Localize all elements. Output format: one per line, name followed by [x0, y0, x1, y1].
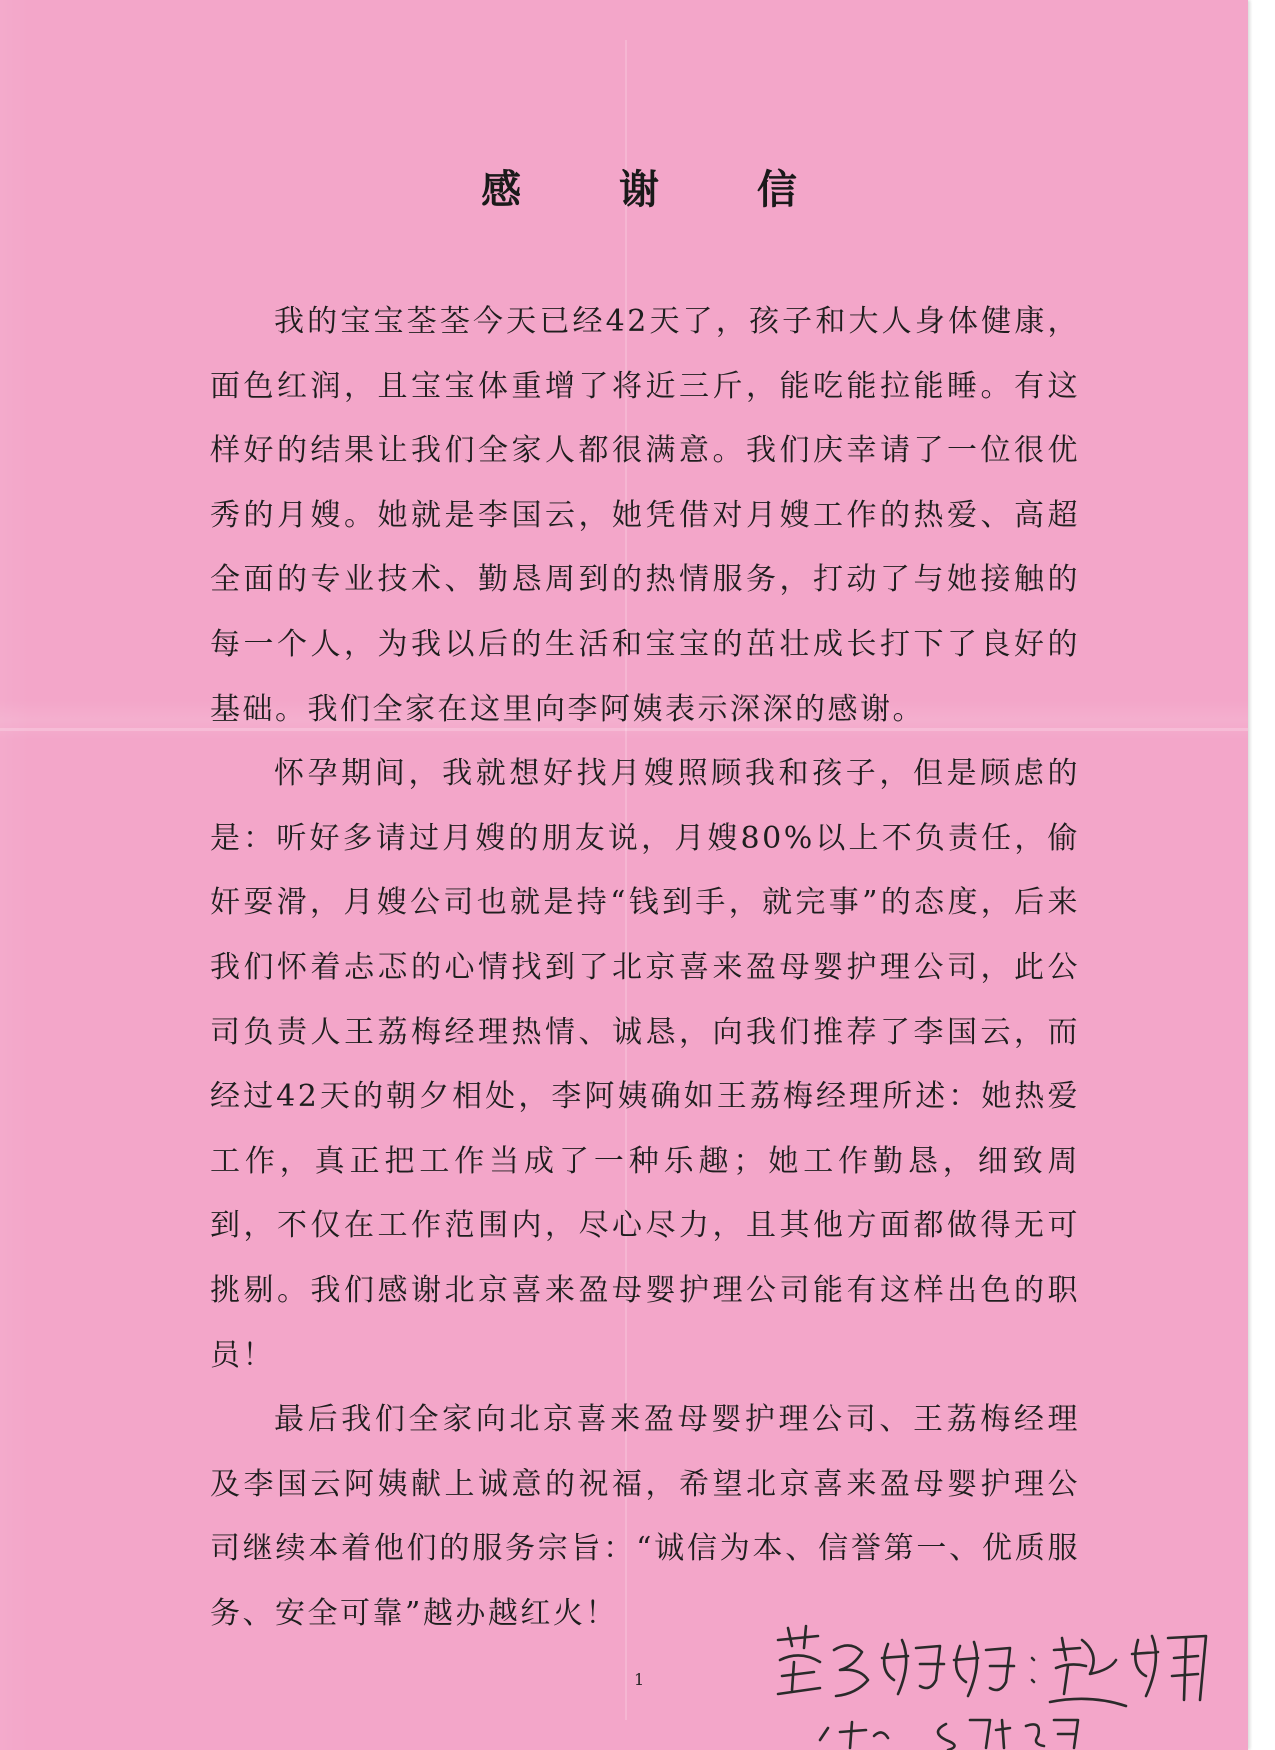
handwritten-signature [770, 1610, 1240, 1750]
paragraph-2: 怀孕期间，我就想好找月嫂照顾我和孩子，但是顾虑的是：听好多请过月嫂的朋友说，月嫂80%以上不负责任，偷奸耍滑，月嫂公司也就是持“钱到手，就完事”的态度，后来我们怀着忐忑的心情找到了北京喜来盈母婴护理公司，此公司负责人王荔梅经理热情、诚恳，向我们推荐了李国云，而经过42天的朝夕相处，李阿姨确如王荔梅经理所述：她热爱工作，真正把工作当成了一种乐趣；她工作勤恳，细致周到，不仅在工作范围内，尽心尽力，且其他方面都做得无可挑剔。我们感谢北京喜来盈母婴护理公司能有这样出色的职员！ [210, 756, 1080, 1373]
letter-body [210, 290, 1080, 1646]
paragraph-3: 最后我们全家向北京喜来盈母婴护理公司、王荔梅经理及李国云阿姨献上诚意的祝福，希望北京喜来盈母婴护理公司继续本着他们的服务宗旨：“诚信为本、信誉第一、优质服务、安全可靠”越办越红火！ [210, 1402, 1080, 1631]
page-number: 1 [634, 1670, 645, 1689]
paragraph-1: 我的宝宝荃荃今天已经42天了，孩子和大人身体健康，面色红润，且宝宝体重增了将近三斤，能吃能拉能睡。有这样好的结果让我们全家人都很满意。我们庆幸请了一位很优秀的月嫂。她就是李国云，她凭借对月嫂工作的热爱、高超全面的专业技术、勤恳周到的热情服务，打动了与她接触的每一个人，为我以后的生活和宝宝的茁壮成长打下了良好的基础。我们全家在这里向李阿姨表示深深的感谢。 [210, 304, 1080, 727]
letter-title: 感 谢 信 [481, 166, 839, 213]
